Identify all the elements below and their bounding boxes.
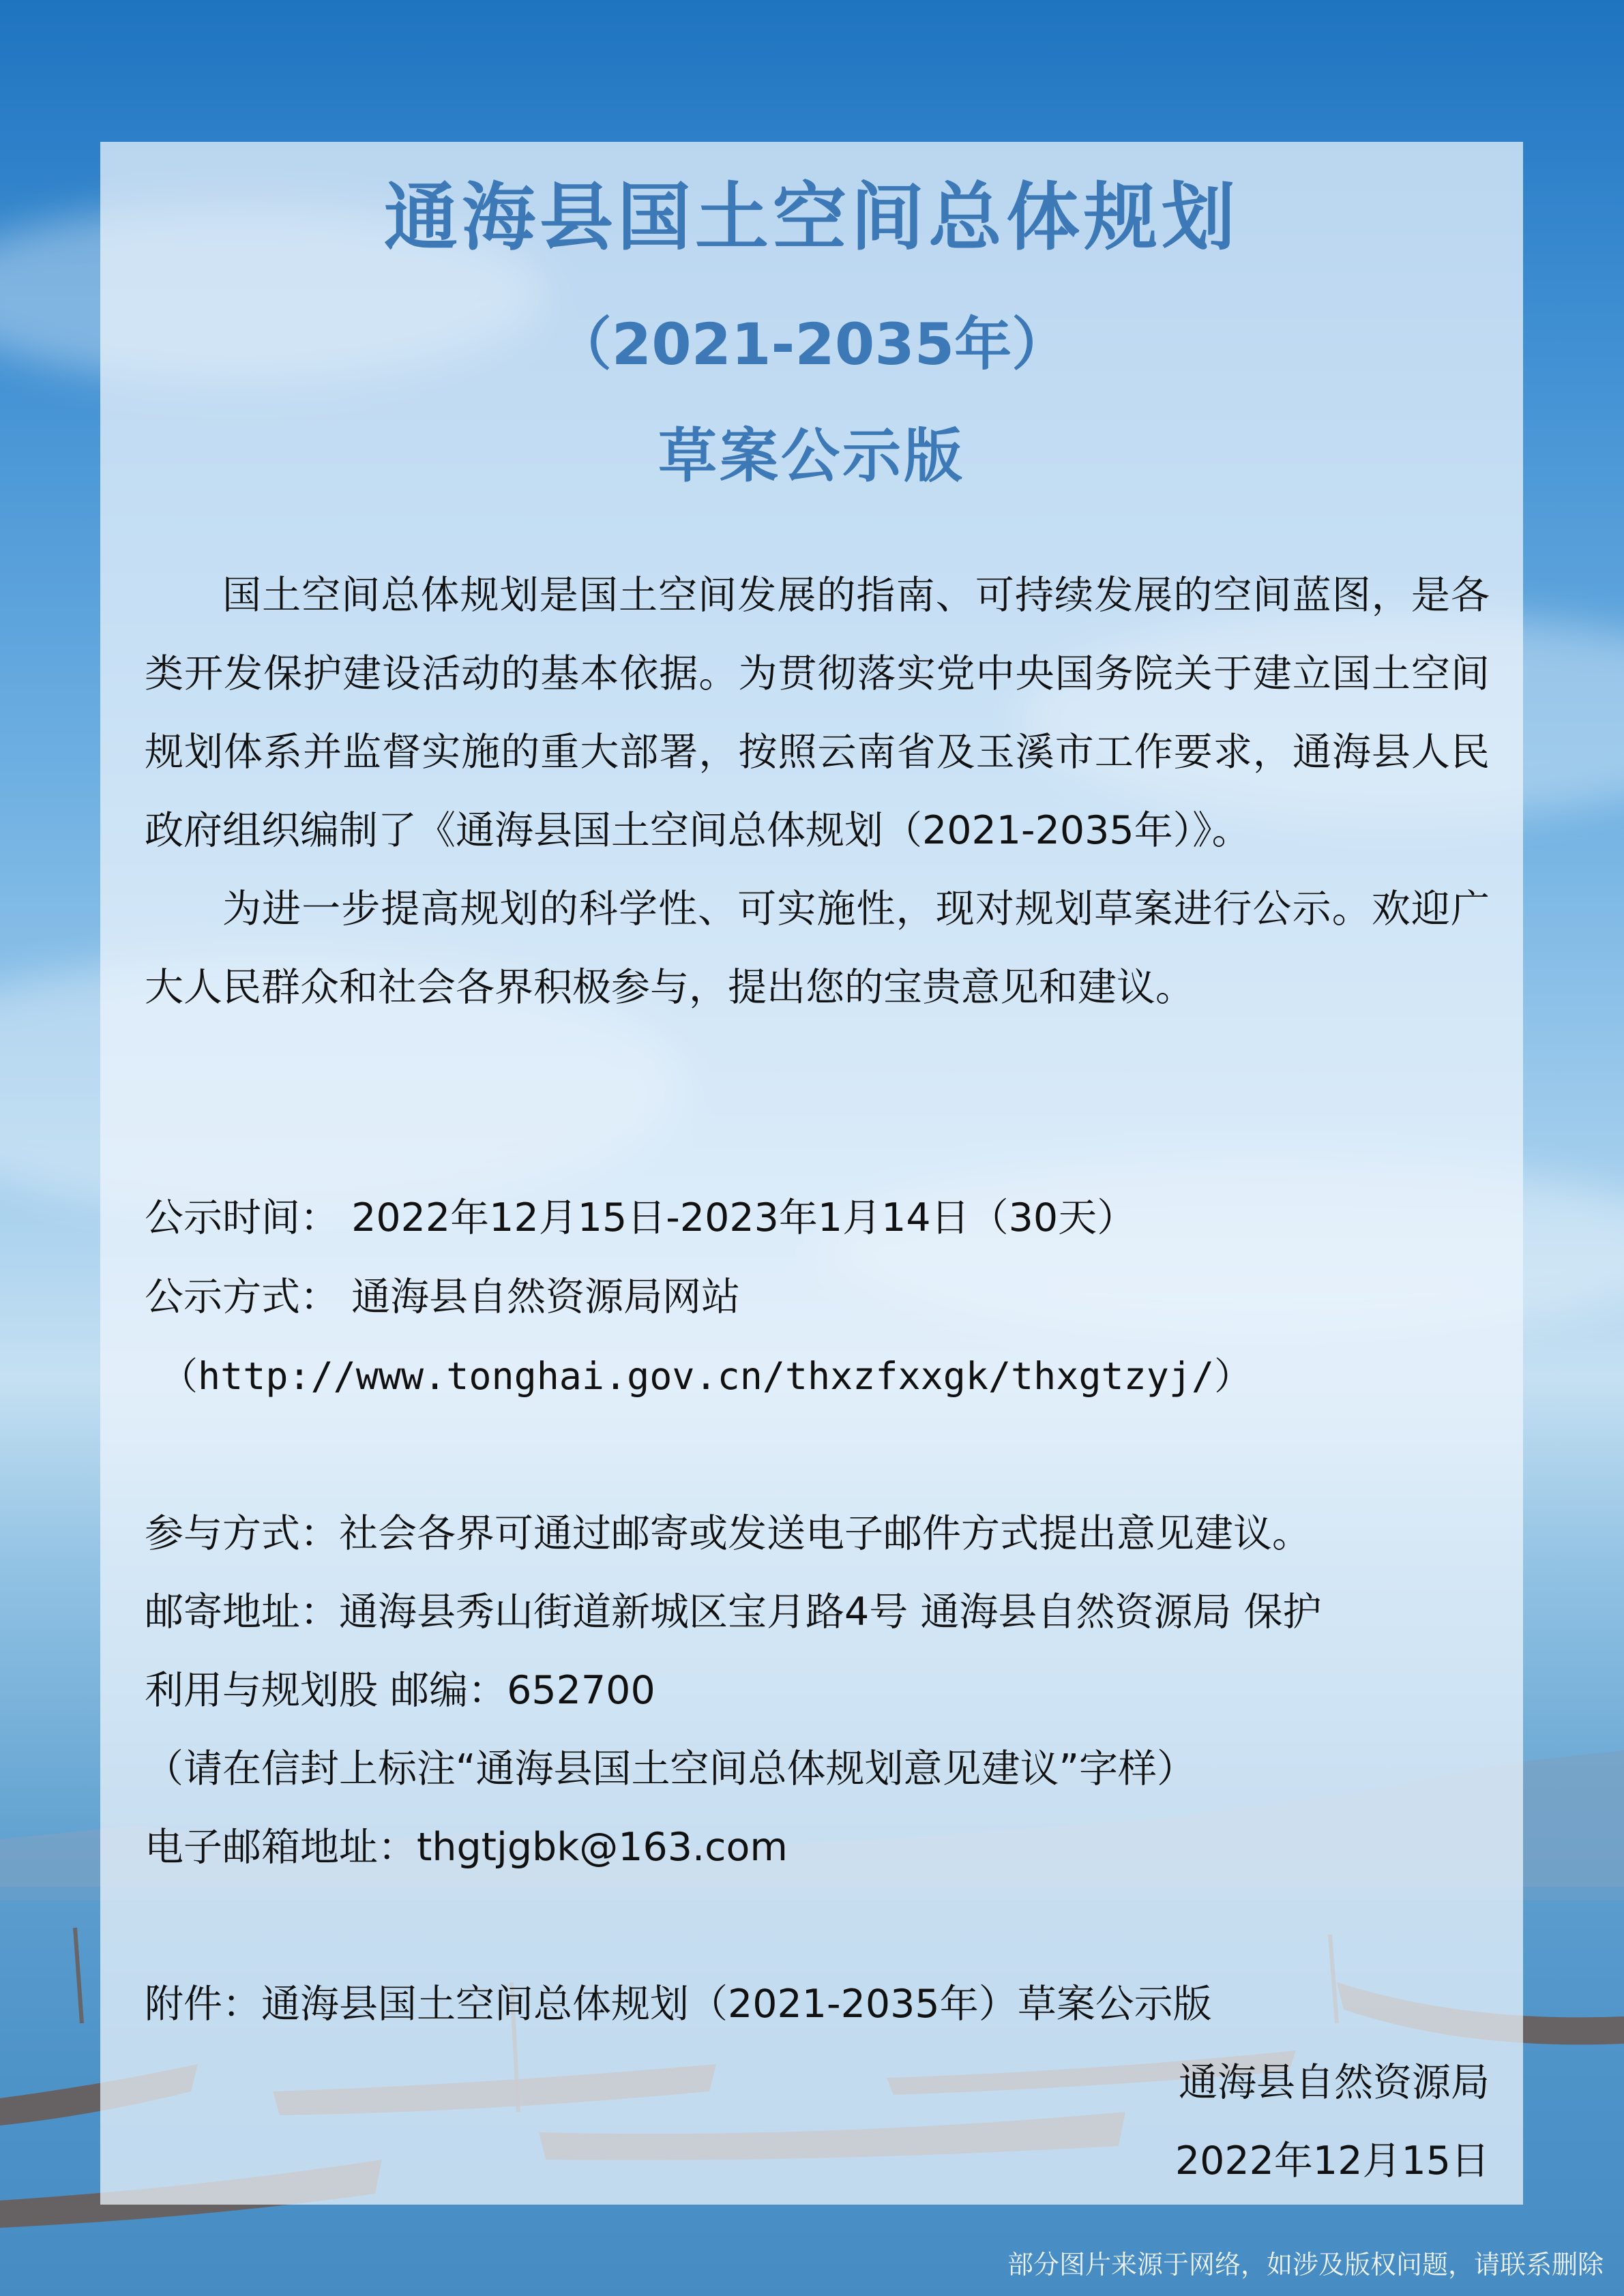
intro-paragraph: 国土空间总体规划是国土空间发展的指南、可持续发展的空间蓝图，是各类开发保护建设活动的基本依据。为贯彻落实党中央国务院关于建立国土空间规划体系并监督实施的重大部署，按照云南省及玉溪市工作要求，通海县人民政府组织编制了《通海县国土空间总体规划（2021-2035年）》。 [145, 573, 1490, 853]
email-address[interactable]: 电子邮箱地址：thgtjgbk@163.com [145, 1825, 788, 1870]
notice-body [145, 556, 1490, 1027]
publicity-period: 公示时间： 2022年12月15日-2023年1月14日（30天） [145, 1195, 1136, 1240]
notice-edition: 草案公示版 [658, 422, 965, 490]
notice-subtitle: （2021-2035年） [554, 311, 1069, 378]
participation-method: 参与方式：社会各界可通过邮寄或发送电子邮件方式提出意见建议。 [145, 1511, 1311, 1556]
publicity-method: 公示方式： 通海县自然资源局网站 [145, 1274, 741, 1320]
notice-title: 通海县国土空间总体规划 [383, 175, 1239, 260]
invitation-paragraph: 为进一步提高规划的科学性、可实施性，现对规划草案进行公示。欢迎广大人民群众和社会各界积极参与，提出您的宝贵意见和建议。 [145, 886, 1490, 1010]
copyright-note: 部分图片来源于网络，如涉及版权问题，请联系删除 [1007, 2250, 1604, 2280]
mailing-address: 邮寄地址：通海县秀山街道新城区宝月路4号 通海县自然资源局 保护 [145, 1590, 1322, 1635]
issue-date: 2022年12月15日 [1175, 2138, 1490, 2183]
attachment-link[interactable]: 附件：通海县国土空间总体规划（2021-2035年）草案公示版 [145, 1982, 1212, 2027]
mailing-address-cont: 利用与规划股 邮编：652700 [145, 1668, 655, 1713]
website-link[interactable]: （http://www.tonghai.gov.cn/thxzfxxgk/thxgtzyj/） [160, 1354, 1252, 1398]
issuer: 通海县自然资源局 [1179, 2060, 1490, 2105]
envelope-note: （请在信封上标注“通海县国土空间总体规划意见建议”字样） [145, 1746, 1196, 1791]
